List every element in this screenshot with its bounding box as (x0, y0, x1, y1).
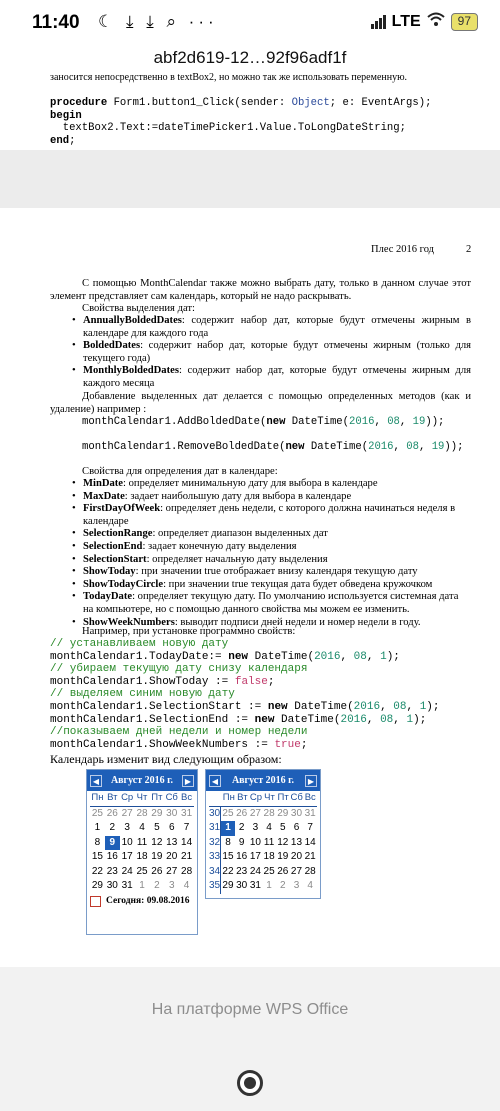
property-name: MinDate (83, 478, 124, 489)
calendar-day[interactable]: 27 (166, 865, 178, 877)
calendar-week-row (90, 836, 194, 851)
next-month-button[interactable]: ▶ (305, 775, 317, 787)
calendar-day[interactable]: 12 (151, 836, 163, 848)
page1-top-text: заносится непосредственно в textBox2, но можно так же использовать переменную. (50, 72, 408, 83)
calendar-day[interactable]: 5 (280, 822, 286, 833)
code-token: ; e: EventArgs); (329, 97, 432, 109)
weekday-label: Пн (222, 792, 235, 803)
code-line (50, 638, 440, 651)
code-token: // устанавливаем новую дату (50, 638, 229, 650)
calendar-day[interactable]: 26 (236, 807, 248, 819)
code-token: Object (291, 97, 330, 109)
prev-month-button[interactable]: ◀ (90, 775, 102, 787)
next-month-button[interactable]: ▶ (182, 775, 194, 787)
code-token: 1 (406, 713, 414, 726)
code-line (50, 739, 440, 752)
code-line (50, 701, 440, 714)
calendar-day[interactable]: 5 (154, 822, 160, 833)
code-token: 2016 (349, 416, 375, 428)
calendar-day[interactable]: 6 (168, 822, 175, 833)
property-desc: : содержит набор дат, которые будут отмечены жирным для каждого месяца (83, 365, 471, 389)
calendar-day[interactable]: 14 (181, 836, 193, 848)
calendar-day[interactable]: 21 (304, 851, 316, 862)
calendar-day[interactable]: 17 (121, 851, 133, 862)
calendar-day[interactable]: 24 (121, 865, 133, 877)
calendar-days-grid (90, 807, 194, 894)
calendar-day[interactable]: 27 (121, 807, 133, 819)
code-token: new (254, 713, 275, 726)
calendar-week-row (90, 879, 194, 894)
calendar-day[interactable]: 3 (293, 880, 300, 891)
calendar-day[interactable]: 11 (263, 836, 275, 848)
code-token: Form1.button1_Click(sender: (107, 97, 292, 109)
code-token: , (380, 700, 394, 713)
property-desc: : определяет минимальную дату для выбора в календаре (123, 478, 378, 489)
code-token: monthCalendar1.SelectionEnd := (50, 713, 255, 726)
property-desc: : содержит набор дат, которые будут отмечены жирным (только для текущего года) (83, 340, 471, 364)
calendar-day[interactable]: 30 (106, 880, 118, 891)
code-token: 1 (380, 650, 387, 663)
calendar-day[interactable]: 24 (249, 865, 261, 877)
calendar-day[interactable]: 26 (106, 807, 118, 819)
property-item (60, 528, 471, 541)
calendar-month-title: Август 2016 г. (104, 773, 180, 788)
code-token: 2016 (353, 700, 381, 713)
calendar-day[interactable]: 18 (263, 851, 275, 862)
calendar-day[interactable]: 25 (136, 865, 148, 877)
example-code-block (50, 638, 440, 751)
code-token: ; (267, 675, 275, 688)
code-line (50, 97, 431, 110)
calendar-day[interactable]: 26 (277, 865, 289, 877)
code-line (50, 714, 440, 727)
code-token: // убираем текущую дату снизу календаря (50, 663, 308, 676)
code-line (50, 676, 440, 689)
status-bar (0, 0, 500, 48)
code-token: , (366, 713, 381, 726)
property-name: SelectionEnd (83, 540, 143, 552)
property-desc: : определяет начальную дату выделения (146, 553, 328, 565)
calendar-day[interactable]: 31 (121, 880, 133, 891)
calendar-day[interactable]: 13 (166, 836, 178, 848)
code-line (82, 441, 463, 454)
code-token: true (274, 738, 301, 751)
code-token: DateTime( (304, 441, 369, 454)
page1-code-block (50, 97, 431, 147)
calendar-day[interactable]: 11 (136, 836, 148, 848)
calendar-day[interactable]: 2 (238, 822, 245, 833)
code-line (50, 726, 440, 739)
calendar-day[interactable]: 10 (249, 836, 261, 848)
calendar-week-row (209, 879, 317, 894)
property-desc: : задает наибольшую дату для выбора в календаре (124, 490, 352, 502)
definition-title: Свойства для определения дат в календаре: (82, 466, 278, 477)
weekday-label: Ср (249, 792, 263, 803)
calendar-week-row (90, 821, 194, 836)
weekday-label: Вт (237, 792, 248, 803)
calendar-week-row (90, 807, 194, 822)
weekday-label: Вс (181, 792, 193, 803)
code-token: DateTime( (248, 650, 315, 663)
calendar-week-row (90, 865, 194, 880)
calendar-day[interactable]: 25 (263, 865, 275, 877)
code-token: , (418, 441, 432, 454)
code-line (50, 663, 440, 676)
code-line (82, 416, 463, 429)
code-token: DateTime( (285, 416, 350, 428)
calendar-day[interactable]: 27 (249, 807, 261, 819)
calendar-day[interactable]: 21 (181, 851, 193, 862)
code-token: procedure (50, 97, 108, 109)
calendar-day[interactable]: 30 (290, 807, 303, 819)
weekday-label: Ср (121, 792, 134, 803)
calendar-day[interactable]: 16 (106, 851, 118, 862)
code-line (50, 651, 440, 664)
calendar-day[interactable]: 28 (263, 807, 275, 819)
week-number: 32 (209, 836, 221, 851)
code-token: ); (413, 713, 427, 726)
calendar-day[interactable]: 28 (304, 865, 316, 877)
week-number: 33 (209, 850, 221, 865)
signal-icon (371, 15, 386, 29)
code-token: end (50, 134, 70, 147)
code-token: , (399, 416, 413, 428)
code-token: new (267, 700, 288, 713)
code-token: , (374, 416, 388, 428)
wifi-icon (427, 12, 445, 31)
code-token: 08 (387, 416, 400, 428)
property-item (60, 478, 471, 491)
property-desc: : выводит подписи дней недели и номер недели в году. (174, 616, 421, 628)
code-token: 08 (353, 650, 367, 663)
code-token: monthCalendar1.TodayDate:= (50, 650, 229, 663)
calendar-day[interactable]: 22 (222, 865, 234, 877)
weekday-label: Вт (107, 792, 118, 803)
calendar-week-row (209, 836, 317, 851)
month-calendar-left[interactable] (86, 769, 198, 935)
code-token: monthCalendar1.RemoveBoldedDate( (82, 441, 286, 454)
calendar-day[interactable]: 7 (183, 822, 190, 833)
property-name: ShowWeekNumbers (83, 616, 175, 628)
property-item (60, 541, 471, 554)
home-button-icon[interactable] (237, 1070, 263, 1096)
code-token: 2016 (314, 650, 341, 663)
week-number: 31 (209, 821, 221, 836)
code-token: begin (50, 109, 82, 122)
calendar-day[interactable]: 20 (290, 851, 303, 862)
calendar-day[interactable]: 2 (280, 880, 286, 891)
property-item (60, 491, 471, 504)
selected-day[interactable]: 1 (221, 821, 235, 836)
today-label[interactable]: Сегодня: 09.08.2016 (106, 896, 190, 906)
code-token: textBox2.Text:=dateTimePicker1.Value.ToLongDateString; (50, 122, 407, 135)
document-page-1 (0, 68, 500, 150)
property-item (60, 315, 471, 340)
calendar-day[interactable]: 3 (124, 822, 130, 833)
calendar-day[interactable]: 2 (109, 822, 116, 833)
code-token: , (406, 700, 420, 713)
property-item (60, 566, 471, 579)
calendar-day[interactable]: 26 (151, 865, 163, 877)
calendar-week-row (90, 850, 194, 865)
code-token: // выделяем синим новую дату (50, 688, 235, 701)
property-name: AnnuallyBoldedDates (83, 315, 182, 326)
code-token: monthCalendar1.AddBoldedDate( (82, 416, 267, 428)
code-token: monthCalendar1.SelectionStart := (50, 700, 268, 713)
calendar-day[interactable]: 2 (154, 880, 160, 891)
code-token: false (234, 675, 268, 688)
property-item (60, 591, 471, 616)
calendar-day[interactable]: 1 (139, 880, 145, 891)
code-token: , (393, 713, 407, 726)
code-token: new (285, 441, 305, 454)
property-item (60, 579, 471, 592)
calendar-day[interactable]: 19 (151, 851, 163, 862)
document-page-2 (0, 208, 500, 967)
calendar-day[interactable]: 31 (181, 807, 193, 819)
calendar-days-grid (209, 807, 317, 894)
code-token: )); (444, 441, 464, 454)
page-number: 2 (466, 244, 472, 255)
code-token: 19 (412, 416, 426, 428)
selected-day[interactable]: 9 (105, 836, 120, 851)
weekday-label: Вс (304, 792, 316, 803)
calendar-day[interactable]: 9 (238, 836, 245, 848)
page-gap (0, 150, 500, 208)
calendar-day[interactable]: 29 (222, 880, 234, 891)
selection-props-list (60, 315, 471, 391)
weekday-label: Сб (165, 792, 178, 803)
weekday-label: Чт (136, 792, 148, 803)
month-calendar-right[interactable] (205, 769, 321, 899)
property-name: MonthlyBoldedDates (83, 365, 179, 377)
calendar-day[interactable]: 1 (266, 880, 272, 891)
property-name: ShowTodayCircle (83, 578, 164, 590)
code-token: ); (426, 700, 440, 713)
definition-props-list (60, 478, 471, 629)
weekday-label: Сб (290, 792, 303, 803)
calendar-day[interactable]: 27 (290, 865, 303, 877)
calendar-week-row (209, 865, 317, 880)
property-item (60, 503, 471, 528)
code-line (50, 122, 431, 135)
code-token: , (393, 441, 407, 454)
calendar-day[interactable]: 29 (91, 880, 103, 891)
calendar-day[interactable]: 4 (183, 880, 190, 891)
calendar-day[interactable]: 19 (277, 851, 289, 862)
code-token: new (266, 416, 286, 428)
code-token: 19 (431, 441, 445, 454)
week-number: 34 (209, 865, 221, 880)
code-line (50, 110, 431, 123)
code-line (50, 688, 440, 701)
week-number: 30 (209, 807, 221, 822)
calendar-day[interactable]: 1 (94, 822, 101, 833)
calendar-day[interactable]: 3 (252, 822, 259, 833)
property-name: ShowToday (83, 566, 136, 578)
calendar-day[interactable]: 7 (307, 822, 313, 833)
property-name: TodayDate (83, 591, 133, 603)
week-number: 35 (209, 879, 221, 894)
weekday-label: Пт (277, 792, 289, 803)
example-text: Например, при установке программно свойств: (82, 626, 296, 637)
selection-title: Свойства выделения дат: (82, 303, 195, 314)
intro-paragraph: С помощью MonthCalendar также можно выбрать дату, только в данном случае этот элемент представляет сам календарь, который не надо раскрывать. (50, 278, 471, 302)
calendar-day[interactable]: 29 (151, 807, 163, 819)
weekday-header (90, 791, 194, 807)
calendar-day[interactable]: 30 (236, 880, 248, 891)
calendar-day[interactable]: 20 (166, 851, 178, 862)
calendar-day[interactable]: 15 (91, 851, 103, 862)
property-desc: : содержит набор дат, которые будут отмечены жирным в календаре для каждого года (83, 315, 471, 339)
calendar-day[interactable]: 25 (91, 807, 103, 819)
calendar-day[interactable]: 4 (307, 880, 313, 891)
calendar-day[interactable]: 31 (249, 880, 261, 891)
weekday-label: Пн (91, 792, 104, 803)
property-name: BoldedDates (83, 340, 141, 352)
calendar-day[interactable]: 31 (304, 807, 316, 819)
calendar-day[interactable]: 18 (136, 851, 148, 862)
notification-icons: ☾ ⤓ ⤓ ⌕ ··· (98, 12, 218, 31)
property-item (60, 365, 471, 390)
code-token: )); (425, 416, 445, 428)
code-token: new (228, 650, 249, 663)
calendar-week-row (209, 821, 317, 836)
weekday-header (209, 791, 317, 807)
calendar-day[interactable]: 13 (290, 836, 303, 848)
code-token: 2016 (340, 713, 367, 726)
code-line (82, 429, 463, 442)
code-token: ; (69, 134, 76, 147)
file-title: abf2d619-12…92f96adf1f (153, 48, 347, 67)
calendar-day[interactable]: 16 (236, 851, 248, 862)
property-desc: : при значении true текущая дата будет обведена кружочком (163, 578, 433, 590)
property-item (60, 554, 471, 567)
result-text: Календарь изменит вид следующим образом: (50, 752, 282, 766)
calendar-day[interactable]: 4 (139, 822, 145, 833)
property-desc: : при значении true отображает внизу календаря текущую дату (135, 566, 418, 578)
bolded-code-block (82, 416, 463, 454)
calendar-day[interactable]: 17 (249, 851, 261, 862)
calendar-day[interactable]: 25 (222, 807, 234, 819)
property-name: SelectionRange (83, 528, 153, 540)
calendar-week-row (209, 850, 317, 865)
code-token: , (340, 650, 354, 663)
property-desc: : задает конечную дату выделения (142, 540, 297, 552)
status-right (371, 12, 478, 31)
prev-month-button[interactable]: ◀ (209, 775, 221, 787)
calendar-day[interactable]: 30 (166, 807, 178, 819)
code-token: 08 (406, 441, 419, 454)
code-token: 2016 (368, 441, 394, 454)
property-desc: : определяет диапазон выделенных дат (152, 528, 328, 540)
calendar-day[interactable]: 12 (277, 836, 289, 848)
calendar-day[interactable]: 10 (121, 836, 133, 848)
calendar-day[interactable]: 8 (225, 836, 231, 848)
weekday-label: Чт (264, 792, 275, 803)
weekday-label: Пт (151, 792, 163, 803)
code-token: ; (300, 738, 308, 751)
property-name: MaxDate (83, 490, 125, 502)
wps-platform-label: На платформе WPS Office (151, 1001, 349, 1018)
calendar-day[interactable]: 8 (94, 836, 101, 848)
property-desc: : определяет текущую дату. По умолчанию используется системная дата на компьютере, но с помощью данного свойства мы можем ее изменить. (83, 591, 459, 615)
property-desc: : определяет день недели, с которого должна начинаться неделя в календаре (83, 503, 456, 527)
calendar-day[interactable]: 6 (293, 822, 300, 833)
page-header: Плес 2016 год (371, 244, 434, 255)
calendar-day[interactable]: 3 (168, 880, 175, 891)
calendar-day[interactable]: 15 (222, 851, 234, 862)
code-token: 1 (419, 700, 427, 713)
calendar-month-title: Август 2016 г. (223, 773, 303, 788)
code-token: //показываем дней недели и номер недели (50, 726, 308, 739)
today-circle-icon (90, 896, 101, 907)
clock: 11:40 (32, 12, 80, 33)
calendar-day[interactable]: 22 (91, 865, 103, 877)
calendar-day[interactable]: 28 (136, 807, 148, 819)
code-token: ); (386, 650, 400, 663)
code-token: DateTime( (287, 700, 354, 713)
network-label: LTE (391, 12, 421, 30)
code-token: 08 (380, 713, 394, 726)
calendar-day[interactable]: 29 (277, 807, 289, 819)
battery-icon: 97 (451, 13, 478, 31)
property-name: SelectionStart (83, 553, 147, 565)
code-token: monthCalendar1.ShowWeekNumbers := (50, 738, 275, 751)
calendar-day[interactable]: 28 (181, 865, 193, 877)
property-name: FirstDayOfWeek (83, 503, 161, 515)
code-token: monthCalendar1.ShowToday := (50, 675, 235, 688)
calendar-week-row (209, 807, 317, 822)
code-token: DateTime( (274, 713, 341, 726)
calendar-day[interactable]: 14 (304, 836, 316, 848)
add-paragraph: Добавление выделенных дат делается с помощью определенных методов (как и удаление) например : (50, 391, 471, 415)
code-line (50, 135, 431, 148)
code-token: , (366, 650, 381, 663)
code-token: 08 (393, 700, 407, 713)
calendar-day[interactable]: 4 (266, 822, 272, 833)
calendar-day[interactable]: 23 (106, 865, 118, 877)
calendar-day[interactable]: 23 (236, 865, 248, 877)
property-item (60, 340, 471, 365)
